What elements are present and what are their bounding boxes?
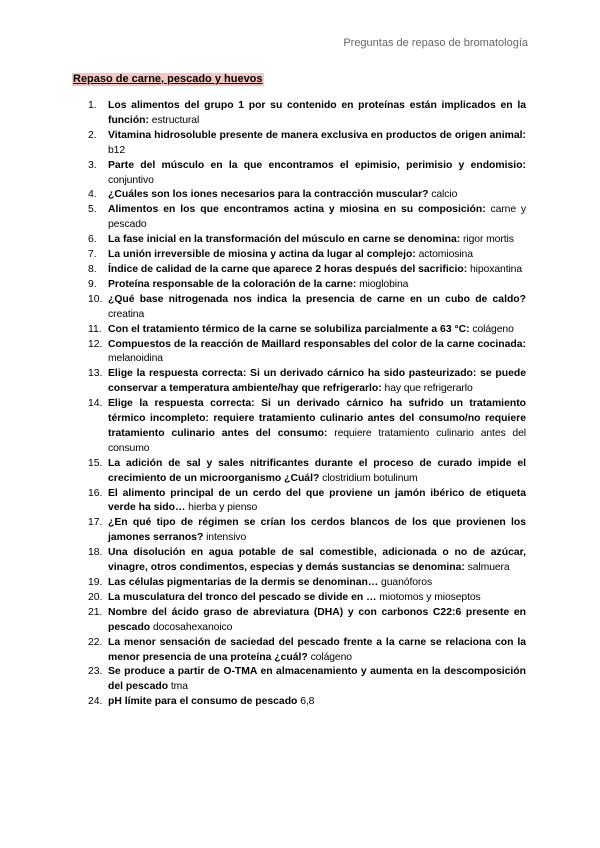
question-text: Proteína responsable de la coloración de la carne: bbox=[108, 278, 357, 290]
question-item bbox=[88, 203, 526, 233]
question-item bbox=[88, 487, 526, 517]
question-number: 17. bbox=[88, 517, 103, 529]
question-item bbox=[88, 323, 526, 338]
question-text: La adición de sal y sales nitrificantes durante el proceso de curado impide el crecimiento de un microorganismo ¿Cuál? bbox=[108, 457, 526, 484]
question-text: Los alimentos del grupo 1 por su contenido en proteínas están implicados en la función: bbox=[108, 100, 526, 126]
question-text: ¿En qué tipo de régimen se crían los cerdos blancos de los que provienen los jamones serranos? bbox=[108, 517, 526, 544]
question-text: La unión irreversible de miosina y actina da lugar al complejo: bbox=[108, 249, 416, 261]
question-number: 7. bbox=[88, 249, 97, 261]
answer-text: colágeno bbox=[469, 323, 514, 335]
question-text: Parte del músculo en la que encontramos el epimisio, perimisio y endomisio: bbox=[108, 159, 526, 171]
question-text: Las células pigmentarias de la dermis se denominan… bbox=[108, 577, 379, 588]
question-number: 2. bbox=[88, 129, 97, 141]
question-number: 4. bbox=[88, 189, 97, 201]
answer-text: b12 bbox=[108, 144, 126, 156]
question-item bbox=[88, 591, 526, 606]
question-number: 10. bbox=[88, 293, 103, 305]
answer-text: miotomos y mioseptos bbox=[376, 591, 481, 603]
answer-text: docosahexanoico bbox=[150, 621, 233, 633]
question-number: 3. bbox=[88, 159, 97, 171]
question-number: 5. bbox=[88, 204, 97, 216]
question-number: 22. bbox=[88, 636, 103, 648]
question-number: 6. bbox=[88, 234, 97, 246]
answer-text: tma bbox=[168, 681, 188, 693]
answer-text: mioglobina bbox=[356, 278, 409, 290]
question-number: 15. bbox=[88, 457, 103, 469]
page-header: Preguntas de repaso de bromatología bbox=[343, 37, 528, 49]
question-number: 8. bbox=[88, 263, 97, 275]
question-item bbox=[88, 188, 526, 203]
question-text: Compuestos de la reacción de Maillard responsables del color de la carne cocinada: bbox=[108, 338, 526, 350]
question-text: Elige la respuesta correcta: Si un derivado cárnico ha sido pasteurizado: se puede conservar a temperatura ambiente/hay que refrigerarlo: bbox=[108, 368, 526, 395]
question-number: 14. bbox=[88, 398, 103, 410]
question-number: 16. bbox=[88, 487, 103, 499]
question-item bbox=[88, 546, 526, 576]
question-item bbox=[88, 695, 526, 710]
question-text: Índice de calidad de la carne que aparece 2 horas después del sacrificio: bbox=[108, 263, 468, 275]
answer-text: actomiosina bbox=[415, 249, 473, 261]
question-item bbox=[88, 263, 526, 278]
answer-text: hierba y pienso bbox=[185, 502, 258, 514]
question-text: Alimentos en los que encontramos actina y miosina en su composición: bbox=[108, 204, 486, 216]
question-text: Elige la respuesta correcta: Si un derivado cárnico ha sufrido un tratamiento térmico incompleto: requiere tratamiento culinario antes del consumo/no requiere tratamiento culinario antes del consumo: bbox=[108, 398, 526, 439]
question-item bbox=[88, 367, 526, 397]
question-number: 19. bbox=[88, 577, 103, 588]
question-text: La menor sensación de saciedad del pescado frente a la carne se relaciona con la menor presencia de una proteína ¿cuál? bbox=[108, 636, 526, 663]
question-text: La fase inicial en la transformación del músculo en carne se denomina: bbox=[108, 234, 461, 246]
answer-text: hipoxantina bbox=[467, 263, 523, 275]
question-number: 24. bbox=[88, 696, 103, 708]
answer-text: carne y pescado bbox=[108, 204, 526, 231]
answer-text: requiere tratamiento culinario antes del consumo bbox=[108, 427, 526, 454]
question-text: Vitamina hidrosoluble presente de manera exclusiva en productos de origen animal: bbox=[108, 129, 526, 141]
answer-text: calcio bbox=[428, 189, 458, 201]
answer-text: clostridium botulinum bbox=[319, 472, 418, 484]
question-item bbox=[88, 516, 526, 546]
question-number: 13. bbox=[88, 368, 103, 380]
question-item bbox=[88, 129, 526, 159]
section-title: Repaso de carne, pescado y huevos bbox=[73, 73, 263, 85]
question-item bbox=[88, 248, 526, 263]
question-text: Una disolución en agua potable de sal comestible, adicionada o no de azúcar, vinagre, otros condimentos, especias y demás sustancias se denomina: bbox=[108, 547, 526, 574]
answer-text: rigor mortis bbox=[460, 234, 514, 246]
question-item bbox=[88, 636, 526, 666]
question-item bbox=[88, 338, 526, 368]
question-text: ¿Qué base nitrogenada nos indica la presencia de carne en un cubo de caldo? bbox=[108, 293, 526, 305]
answer-text: estructural bbox=[148, 114, 200, 126]
question-item bbox=[88, 233, 526, 248]
question-number: 1. bbox=[88, 100, 97, 111]
question-item bbox=[88, 99, 526, 129]
question-text: La musculatura del tronco del pescado se divide en … bbox=[108, 591, 377, 603]
question-text: pH límite para el consumo de pescado bbox=[108, 696, 298, 708]
question-item bbox=[88, 457, 526, 487]
answer-text: 6,8 bbox=[297, 696, 315, 708]
question-item bbox=[88, 159, 526, 189]
answer-text: intensivo bbox=[203, 532, 247, 544]
question-number: 9. bbox=[88, 278, 97, 290]
question-item bbox=[88, 576, 526, 591]
question-item bbox=[88, 278, 526, 293]
question-list bbox=[88, 99, 526, 710]
question-number: 11. bbox=[88, 323, 102, 335]
question-text: Con el tratamiento térmico de la carne se solubiliza parcialmente a 63 °C: bbox=[108, 323, 470, 335]
question-item bbox=[88, 397, 526, 457]
answer-text: hay que refrigerarlo bbox=[381, 383, 473, 395]
question-text: ¿Cuáles son los iones necesarios para la contracción muscular? bbox=[108, 189, 429, 201]
question-number: 20. bbox=[88, 591, 103, 603]
question-item bbox=[88, 665, 526, 695]
question-text: El alimento principal de un cerdo del que proviene un jamón ibérico de etiqueta verde ha sido… bbox=[108, 487, 526, 514]
answer-text: conjuntivo bbox=[108, 174, 154, 186]
answer-text: melanoidina bbox=[108, 353, 163, 365]
question-item bbox=[88, 606, 526, 636]
question-number: 18. bbox=[88, 547, 103, 559]
answer-text: guanóforos bbox=[378, 577, 433, 588]
answer-text: colágeno bbox=[307, 651, 352, 663]
question-text: Nombre del ácido graso de abreviatura (DHA) y con carbonos C22:6 presente en pescado bbox=[108, 606, 526, 633]
question-item bbox=[88, 293, 526, 323]
answer-text: salmuera bbox=[464, 562, 510, 574]
question-number: 23. bbox=[88, 666, 103, 678]
answer-text: creatina bbox=[108, 308, 145, 320]
question-text: Se produce a partir de O-TMA en almacenamiento y aumenta en la descomposición del pescado bbox=[108, 666, 526, 693]
question-number: 12. bbox=[88, 338, 103, 350]
question-number: 21. bbox=[88, 606, 103, 618]
